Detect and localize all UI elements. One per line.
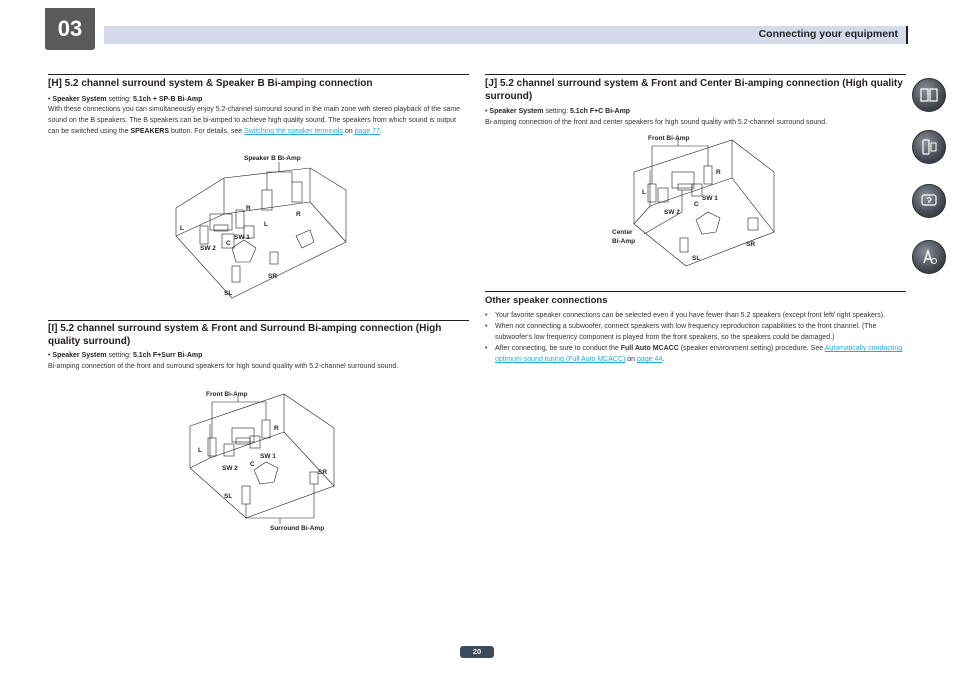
section-rule [485,291,906,292]
remote-icon[interactable] [912,130,946,164]
speaker-b-diagram [174,150,354,300]
svg-text:L: L [180,225,184,232]
section-i-title: [I] 5.2 channel surround system & Front and Surround Bi-amping connection (High quality surround) [48,323,442,347]
section-j-setting: • Speaker System setting: 5.1ch F+C Bi-Amp [485,108,631,115]
manual-icon[interactable] [912,78,946,112]
svg-text:SL: SL [692,255,701,262]
other-connections-title: Other speaker connections [485,295,608,306]
section-i-setting: • Speaker System setting: 5.1ch F+Surr Bi-Amp [48,352,203,359]
section-i-body: Bi-amping connection of the front and surround speakers for high sound quality with 5.2-channel surround sound. [48,363,399,370]
section-j-title: [J] 5.2 channel surround system & Front and Center Bi-amping connection (High quality surround) [485,78,903,102]
svg-text:C: C [694,201,699,208]
svg-text:Surround Bi-Amp: Surround Bi-Amp [270,525,325,532]
section-rule [48,74,469,75]
section-rule [485,74,906,75]
page-77-link[interactable]: page 77 [354,128,380,135]
svg-text:L: L [264,221,268,228]
svg-text:SW 1: SW 1 [702,195,718,202]
svg-text:SW 1: SW 1 [234,234,250,241]
svg-text:Bi-Amp: Bi-Amp [612,238,636,245]
svg-text:L: L [642,189,646,196]
svg-text:C: C [250,461,255,468]
front-surround-diagram [188,388,348,536]
svg-text:R: R [274,425,279,432]
svg-text:Center: Center [612,229,633,236]
front-center-diagram [610,132,780,272]
svg-text:R: R [246,205,251,212]
other-connections-list [485,310,906,365]
faq-icon[interactable] [912,184,946,218]
svg-text:SR: SR [268,273,278,280]
section-h-body: With these connections you can simultaneously enjoy 5.2-channel surround sound in the main zone with stereo playback of the same sound on the B speakers. The B speakers can be bi-amped to achieve high quality sound. The speakers from which sound is output can be switched using the SPEAKERS button. For details, see Switching the speaker terminals on page 77. [48,106,461,135]
section-h-title: [H] 5.2 channel surround system & Speaker B Bi-amping connection [48,78,373,89]
full-auto-mcacc-link[interactable]: Automatically conducting optimum sound tuning (Full Auto MCACC) [495,345,903,363]
list-item: • Your favorite speaker connections can be selected even if you have fewer than 5.2 speakers (except front left/ right speakers). [485,310,906,321]
section-rule [48,320,469,321]
list-item: • When not connecting a subwoofer, connect speakers with low frequency reproduction capabilities to the front channel. (The subwoofer's low frequency component is played from the front speakers, so the speakers could be damaged.) [485,321,906,343]
svg-text:Speaker B Bi-Amp: Speaker B Bi-Amp [244,155,301,162]
svg-text:R: R [716,169,721,176]
search-icon[interactable] [912,240,946,274]
svg-text:SR: SR [318,469,328,476]
svg-text:L: L [198,447,202,454]
svg-text:SR: SR [746,241,756,248]
svg-text:R: R [296,211,301,218]
section-h-setting: • Speaker System setting: 5.1ch + SP-B Bi-Amp [48,96,203,103]
svg-text:SW 2: SW 2 [222,465,238,472]
switching-terminals-link[interactable]: Switching the speaker terminals [244,128,343,135]
svg-text:SL: SL [224,493,233,500]
svg-text:SW 2: SW 2 [200,245,216,252]
svg-text:Front Bi-Amp: Front Bi-Amp [648,135,690,142]
page-number: 20 [460,646,494,658]
svg-text:SL: SL [224,290,233,297]
header-bar [104,26,908,44]
list-item: • After connecting, be sure to conduct the Full Auto MCACC (speaker environment setting) procedure. See Automatically conducting optimum sound tuning (Full Auto MCACC) on page 44. [485,343,906,365]
page-title: Connecting your equipment [758,28,898,40]
chapter-badge: 03 [45,8,95,50]
svg-text:SW 1: SW 1 [260,453,276,460]
page-44-link[interactable]: page 44 [637,356,663,363]
section-j-body: Bi-amping connection of the front and center speakers for high sound quality with 5.2-channel surround sound. [485,119,828,126]
svg-text:C: C [226,240,231,247]
svg-text:Front Bi-Amp: Front Bi-Amp [206,391,248,398]
svg-text:SW 2: SW 2 [664,209,680,216]
